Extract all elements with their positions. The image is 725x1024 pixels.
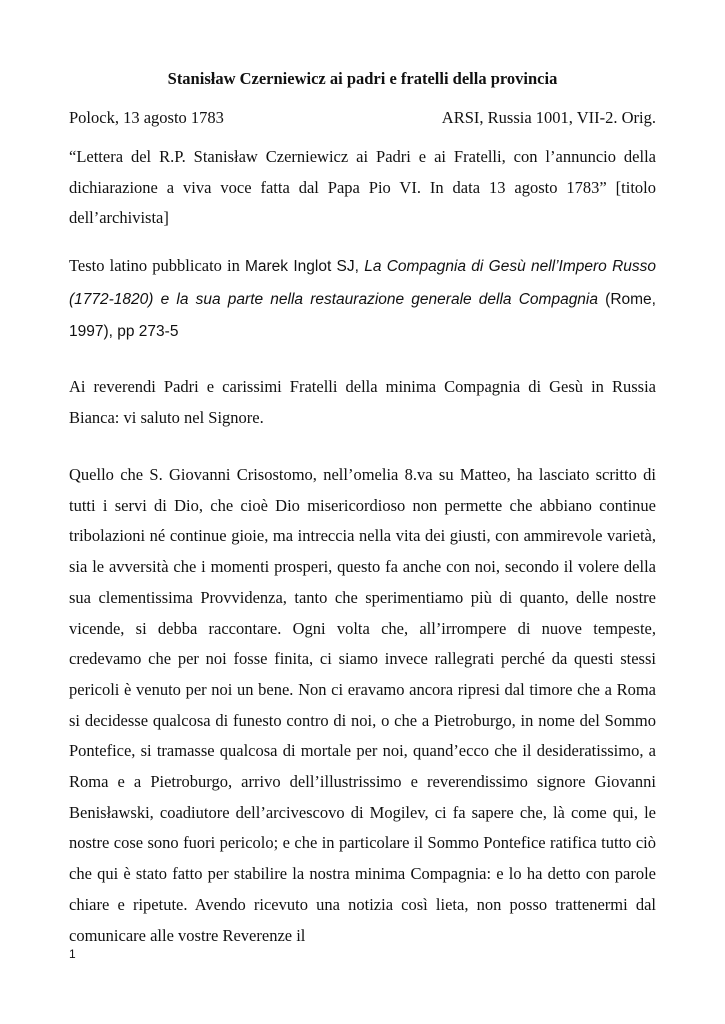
archivist-title-note: “Lettera del R.P. Stanisław Czerniewicz ai Padri e ai Fratelli, con l’annuncio della dichiarazione a viva voce fatta dal Papa Pio VI. In data 13 agosto 1783” [titolo dell’archivista] <box>69 147 656 227</box>
place-date: Polock, 13 agosto 1783 <box>69 108 224 127</box>
document-title: Stanisław Czerniewicz ai padri e fratelli della provincia <box>167 69 558 88</box>
source-citation <box>69 250 656 348</box>
source-prefix: Testo latino pubblicato in <box>69 256 245 275</box>
source-author: Marek Inglot SJ, <box>244 258 365 275</box>
letter-greeting: Ai reverendi Padri e carissimi Fratelli della minima Compagnia di Gesù in Russia Bianca: vi saluto nel Signore. <box>69 377 656 427</box>
letter-header <box>69 106 656 130</box>
source-book-title: La Compagnia di Gesù nell’Impero Russo (1772-1820) e la sua parte nella restaurazione generale della Compagnia <box>69 258 657 308</box>
archive-reference: ARSI, Russia 1001, VII-2. Orig. <box>441 108 656 127</box>
page-number: 1 <box>69 947 76 961</box>
source-publication: (Rome, 1997), pp 273-5 <box>69 290 656 340</box>
letter-body: Quello che S. Giovanni Crisostomo, nell’omelia 8.va su Matteo, ha lasciato scritto di tutti i servi di Dio, che cioè Dio misericordioso non permette che abbiano continue tribolazioni né continue gioie, ma intreccia nella vita dei giusti, con ammirevole varietà, sia le avversità che i momenti prosperi, questo fa anche con noi, secondo il volere della sua clementissima Provvidenza, tanto che sperimentiamo più di quanto, delle nostre vicende, si debba raccontare. Ogni volta che, all’irrompere di nuove tempeste, credevamo che per noi fosse finita, ci siamo invece rallegrati perché da questi stessi pericoli è venuto per noi un bene. Non ci eravamo ancora ripresi dal timore che a Roma si decidesse qualcosa di funesto contro di noi, o che a Pietroburgo, in nome del Sommo Pontefice, si tramasse qualcosa di mortale per noi, quand’ecco che il desideratissimo, a Roma e a Pietroburgo, arrivo dell’illustrissimo e reverendissimo signore Giovanni Benisławski, coadiutore dell’arcivescovo di Mogilev, ci fa sapere che, là come qui, le nostre cose sono fuori pericolo; e che in particolare il Sommo Pontefice ratifica tutto ciò che qui è stato fatto per stabilire la nostra minima Compagnia: e lo ha detto con parole chiare e ripetute. Avendo ricevuto una notizia così lieta, non posso trattenermi dal comunicare alle vostre Reverenze il <box>69 465 656 945</box>
